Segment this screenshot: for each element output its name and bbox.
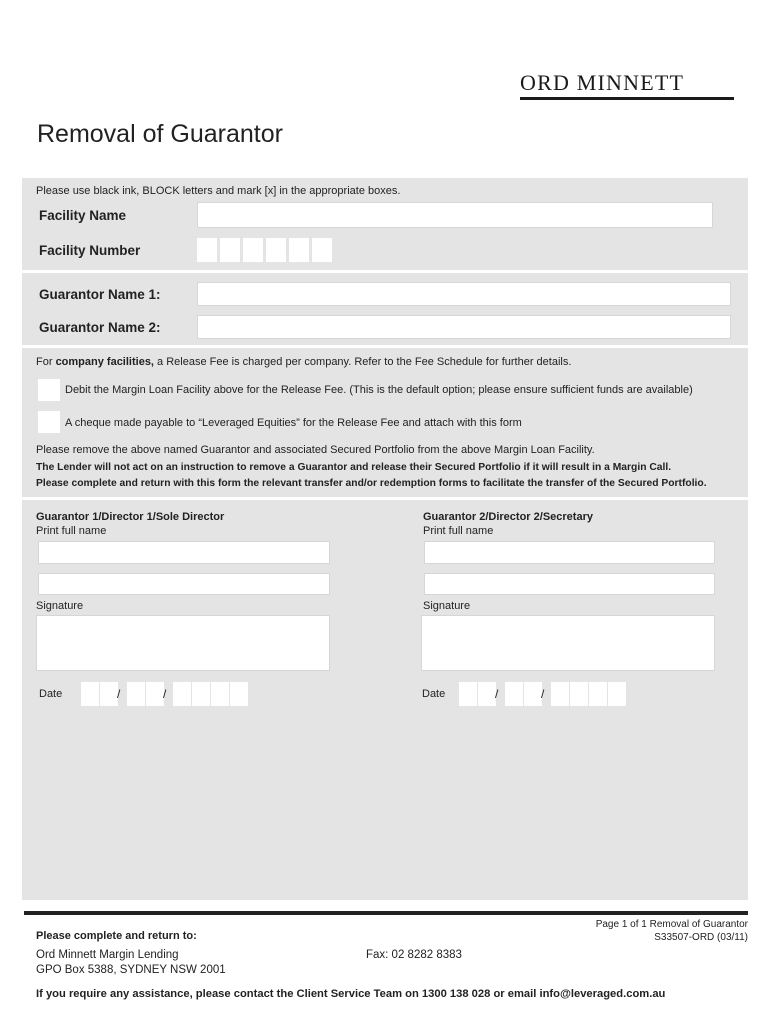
signatory-2-date-separator-2: / [541, 687, 545, 701]
fee-intro-text: For company facilities, a Release Fee is charged per company. Refer to the Fee Schedule for further details. [36, 356, 572, 368]
facility-number-digit-3[interactable] [243, 238, 263, 262]
signatory-1-date-label: Date [39, 688, 63, 700]
signatory-1-heading: Guarantor 1/Director 1/Sole Director [36, 511, 225, 523]
guarantor-name-2-field[interactable] [197, 315, 731, 339]
cheque-option-label: A cheque made payable to “Leveraged Equities” for the Release Fee and attach with this form [65, 417, 522, 429]
facility-name-field[interactable] [197, 202, 713, 228]
signatory-2-date-month-1[interactable] [505, 682, 523, 706]
page-info: Page 1 of 1 Removal of Guarantor [595, 919, 748, 930]
signatory-2-signature-box[interactable] [421, 615, 715, 671]
lender-note-margin-call: The Lender will not act on an instruction to remove a Guarantor and release their Secured Portfolio if it will result in a Margin Call. [36, 462, 672, 473]
signatory-1-name-line-2[interactable] [38, 573, 330, 595]
facility-number-digit-1[interactable] [197, 238, 217, 262]
signatory-2-print-label: Print full name [423, 525, 494, 537]
signatory-2-name-line-1[interactable] [424, 541, 715, 564]
signatory-2-name-line-2[interactable] [424, 573, 715, 595]
fax-number: Fax: 02 8282 8383 [366, 949, 462, 961]
page-title: Removal of Guarantor [37, 120, 283, 148]
facility-number-digit-4[interactable] [266, 238, 286, 262]
signatory-2-date-label: Date [422, 688, 446, 700]
signatory-2-date-day-2[interactable] [478, 682, 499, 706]
facility-number-digit-6[interactable] [312, 238, 332, 262]
facility-number-digit-2[interactable] [220, 238, 240, 262]
return-heading: Please complete and return to: [36, 930, 197, 942]
signatory-1-date-separator-1: / [117, 687, 121, 701]
signatory-1-name-line-1[interactable] [38, 541, 330, 564]
signatory-2-date-year-2[interactable] [570, 682, 588, 706]
signatory-1-date-year-1[interactable] [173, 682, 191, 706]
signatory-1-signature-box[interactable] [36, 615, 330, 671]
form-code: S33507-ORD (03/11) [654, 932, 748, 943]
signatory-1-date-year-4[interactable] [230, 682, 248, 706]
release-fee-section [22, 348, 748, 497]
remove-instruction-text: Please remove the above named Guarantor and associated Secured Portfolio from the above Margin Loan Facility. [36, 444, 595, 456]
guarantor-name-1-label: Guarantor Name 1: [39, 287, 161, 302]
signatory-2-date-separator-1: / [495, 687, 499, 701]
signatory-2-date-day-1[interactable] [459, 682, 477, 706]
signatory-1-date-day-2[interactable] [100, 682, 121, 706]
cheque-option-checkbox[interactable] [38, 411, 60, 433]
instruction-text: Please use black ink, BLOCK letters and mark [x] in the appropriate boxes. [36, 185, 401, 197]
signatory-1-signature-label: Signature [36, 600, 84, 612]
assistance-text: If you require any assistance, please contact the Client Service Team on 1300 138 028 or email info@leveraged.com.au [36, 988, 666, 1000]
signatories-section [22, 500, 748, 900]
logo-underline [520, 97, 734, 100]
signatory-1-date-month-1[interactable] [127, 682, 145, 706]
facility-name-label: Facility Name [39, 208, 127, 223]
debit-option-checkbox[interactable] [38, 379, 60, 401]
lender-note-transfer-forms: Please complete and return with this form the relevant transfer and/or redemption forms to facilitate the transfer of the Secured Portfolio. [36, 478, 707, 489]
signatory-2-heading: Guarantor 2/Director 2/Secretary [423, 511, 593, 523]
signatory-2-signature-label: Signature [423, 600, 471, 612]
address-line-1: Ord Minnett Margin Lending [36, 949, 179, 961]
signatory-1-print-label: Print full name [36, 525, 107, 537]
guarantor-name-1-field[interactable] [197, 282, 731, 306]
signatory-1-date-month-2[interactable] [146, 682, 167, 706]
signatory-1-date-year-3[interactable] [211, 682, 229, 706]
signatory-2-date-month-2[interactable] [524, 682, 545, 706]
signatory-1-date-year-2[interactable] [192, 682, 210, 706]
signatory-1-date-separator-2: / [163, 687, 167, 701]
guarantor-names-section [22, 273, 748, 345]
footer-rule [24, 911, 748, 915]
guarantor-name-2-label: Guarantor Name 2: [39, 320, 161, 335]
signatory-2-date-year-1[interactable] [551, 682, 569, 706]
address-line-2: GPO Box 5388, SYDNEY NSW 2001 [36, 964, 226, 976]
signatory-2-date-year-3[interactable] [589, 682, 607, 706]
facility-section [22, 178, 748, 270]
debit-option-label: Debit the Margin Loan Facility above for the Release Fee. (This is the default option; please ensure sufficient funds are available) [65, 384, 693, 396]
brand-logo: ORD MINNETT [520, 70, 685, 95]
facility-number-digit-5[interactable] [289, 238, 309, 262]
facility-number-label: Facility Number [39, 243, 141, 258]
signatory-1-date-day-1[interactable] [81, 682, 99, 706]
signatory-2-date-year-4[interactable] [608, 682, 626, 706]
